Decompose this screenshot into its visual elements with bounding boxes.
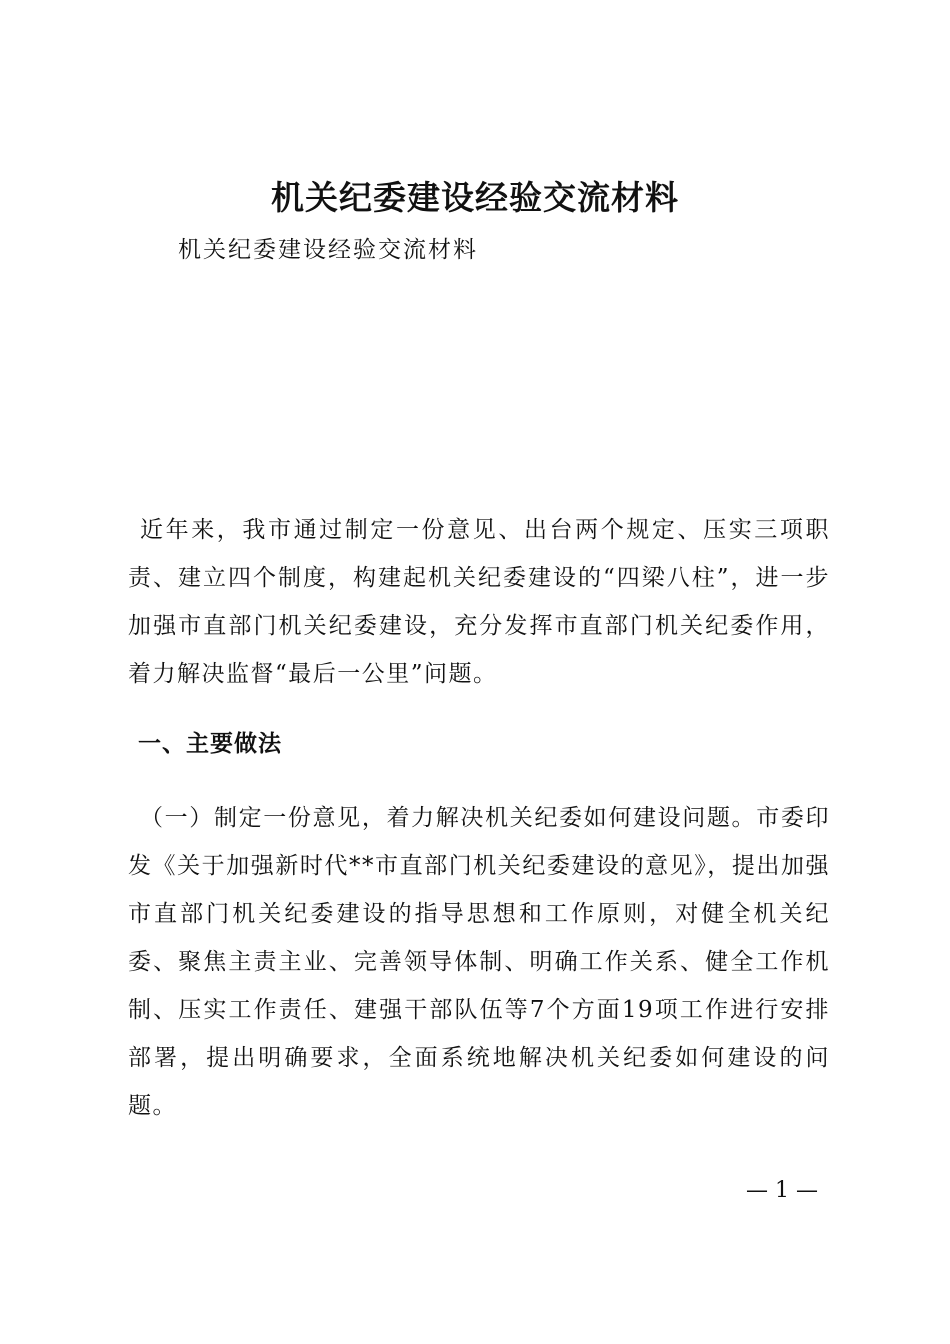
document-title: 机关纪委建设经验交流材料 [271, 178, 679, 217]
intro-paragraph: 近年来，我市通过制定一份意见、出台两个规定、压实三项职责、建立四个制度，构建起机关纪委建设的“四梁八柱”，进一步加强市直部门机关纪委建设，充分发挥市直部门机关纪委作用，着力解决监督“最后一公里”问题。 [128, 517, 830, 687]
section-heading-main-practices: 一、主要做法 [138, 731, 282, 757]
document-subtitle: 机关纪委建设经验交流材料 [178, 237, 478, 263]
body-paragraph-opinion: （一）制定一份意见，着力解决机关纪委如何建设问题。市委印发《关于加强新时代**市直部门机关纪委建设的意见》，提出加强市直部门机关纪委建设的指导思想和工作原则，对健全机关纪委、聚焦主责主业、完善领导体制、明确工作关系、健全工作机制、压实工作责任、建强干部队伍等7个方面19项工作进行安排部署，提出明确要求，全面系统地解决机关纪委如何建设的问题。 [128, 805, 830, 1119]
page-number: — 1 — [746, 1178, 818, 1203]
